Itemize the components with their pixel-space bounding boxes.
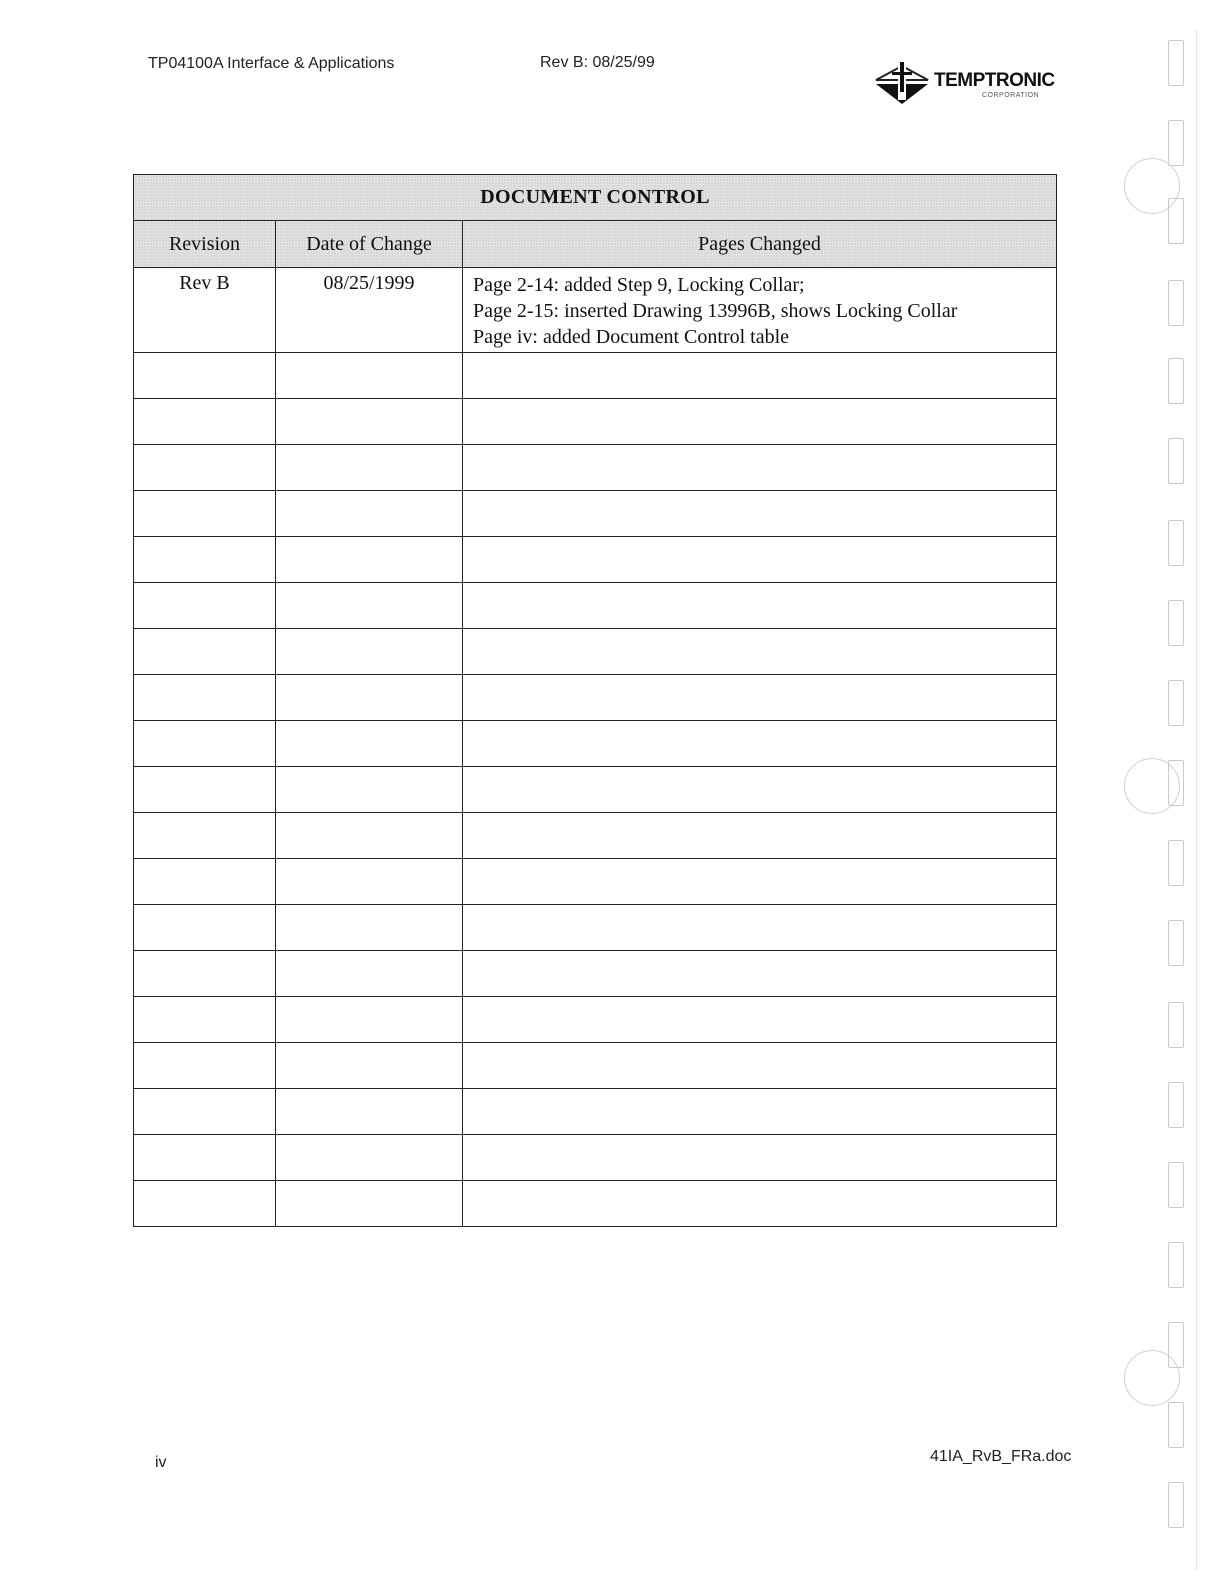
table-cell-empty [134,859,276,905]
binder-slot [1168,520,1184,566]
cell-pages-changed [463,268,1057,353]
table-row-empty [134,675,1057,721]
table-cell-empty [276,721,463,767]
table-cell-empty [134,1181,276,1227]
table-row-empty [134,1043,1057,1089]
table-title: DOCUMENT CONTROL [134,175,1057,221]
binder-slot [1168,40,1184,86]
table-cell-empty [276,1181,463,1227]
footer-filename: 41IA_RvB_FRa.doc [930,1448,1072,1465]
table-row-empty [134,399,1057,445]
table-cell-empty [134,629,276,675]
change-line: Page iv: added Document Control table [473,326,790,348]
table-cell-empty [463,1181,1057,1227]
table-cell-empty [276,445,463,491]
table-cell-empty [276,353,463,399]
table-cell-empty [134,445,276,491]
table-cell-empty [134,951,276,997]
column-header-date: Date of Change [276,221,463,268]
binder-slot [1168,600,1184,646]
binder-slot [1168,358,1184,404]
table-cell-empty [463,491,1057,537]
table-row-empty [134,767,1057,813]
table-cell-empty [463,1043,1057,1089]
column-header-pages-changed: Pages Changed [463,221,1057,268]
temptronic-logo [872,58,1055,106]
table-cell-empty [463,1089,1057,1135]
binder-slot [1168,1162,1184,1208]
table-cell-empty [463,399,1057,445]
table-row-empty [134,583,1057,629]
table-cell-empty [463,859,1057,905]
table-row-empty [134,537,1057,583]
table-cell-empty [134,1135,276,1181]
binder-slot [1168,1482,1184,1528]
cell-date: 08/25/1999 [276,268,463,353]
table-cell-empty [134,1089,276,1135]
table-cell-empty [463,353,1057,399]
table-cell-empty [463,1135,1057,1181]
table-cell-empty [463,813,1057,859]
binder-slot [1168,760,1184,806]
table-cell-empty [463,445,1057,491]
table-cell-empty [276,675,463,721]
binder-slot [1168,1242,1184,1288]
binder-slot [1168,1322,1184,1368]
logo-brand-subtitle: CORPORATION [982,92,1040,99]
table-cell-empty [463,583,1057,629]
table-cell-empty [276,629,463,675]
table-cell-empty [463,997,1057,1043]
table-cell-empty [463,721,1057,767]
binder-slot [1168,680,1184,726]
binder-slot [1168,120,1184,166]
table-row [134,268,1057,353]
footer-page-number: iv [155,1454,167,1471]
table-cell-empty [134,905,276,951]
table-row-empty [134,997,1057,1043]
table-row-empty [134,1089,1057,1135]
binder-slot [1168,920,1184,966]
table-cell-empty [276,537,463,583]
table-cell-empty [134,583,276,629]
table-cell-empty [276,399,463,445]
binder-slot [1168,438,1184,484]
table-cell-empty [276,583,463,629]
table-cell-empty [134,491,276,537]
table-row-empty [134,859,1057,905]
table-cell-empty [134,997,276,1043]
table-cell-empty [276,905,463,951]
document-control-table [133,174,1057,1227]
header-document-id: TP04100A Interface & Applications [148,55,395,72]
table-row-empty [134,1181,1057,1227]
table-cell-empty [276,1043,463,1089]
table-cell-empty [276,951,463,997]
column-header-revision: Revision [134,221,276,268]
table-cell-empty [276,813,463,859]
binder-slot [1168,198,1184,244]
table-cell-empty [276,767,463,813]
table-cell-empty [134,721,276,767]
table-row-empty [134,951,1057,997]
table-row-empty [134,721,1057,767]
table-row-empty [134,491,1057,537]
table-cell-empty [134,353,276,399]
header-revision: Rev B: 08/25/99 [540,54,655,71]
table-cell-empty [276,491,463,537]
margin-line [1196,30,1197,1570]
cell-revision: Rev B [134,268,276,353]
table-cell-empty [134,1043,276,1089]
logo-brand-name: TEMPTRONIC [934,70,1055,91]
table-cell-empty [463,905,1057,951]
table-cell-empty [134,399,276,445]
change-line: Page 2-15: inserted Drawing 13996B, shows Locking Collar [473,300,958,322]
table-cell-empty [463,675,1057,721]
table-cell-empty [463,767,1057,813]
table-row-empty [134,629,1057,675]
table-cell-empty [463,629,1057,675]
table-row-empty [134,813,1057,859]
table-cell-empty [134,767,276,813]
change-line: Page 2-14: added Step 9, Locking Collar; [473,274,805,296]
table-cell-empty [134,537,276,583]
table-cell-empty [134,675,276,721]
table-row-empty [134,905,1057,951]
binder-slot [1168,1082,1184,1128]
table-cell-empty [276,859,463,905]
table-cell-empty [276,1089,463,1135]
binder-slot [1168,840,1184,886]
binder-slot [1168,280,1184,326]
table-cell-empty [463,537,1057,583]
table-cell-empty [276,1135,463,1181]
table-row-empty [134,1135,1057,1181]
binder-slot [1168,1402,1184,1448]
table-row-empty [134,353,1057,399]
temptronic-logo-icon [872,58,932,106]
binder-holes-margin [1158,30,1198,1570]
table-row-empty [134,445,1057,491]
binder-slot [1168,1002,1184,1048]
table-cell-empty [134,813,276,859]
table-cell-empty [276,997,463,1043]
table-cell-empty [463,951,1057,997]
